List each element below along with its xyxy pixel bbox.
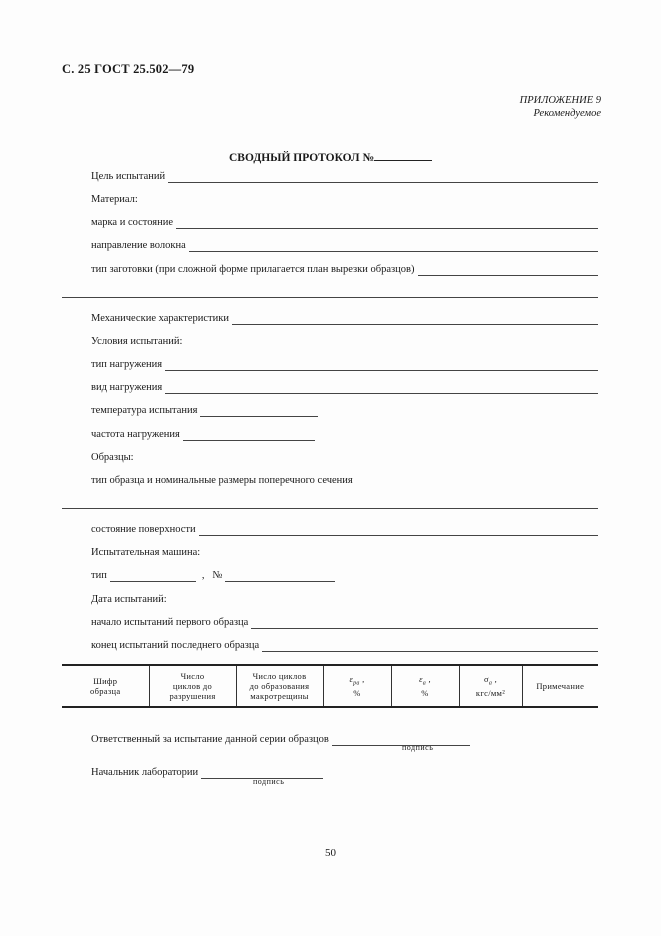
appendix-title: ПРИЛОЖЕНИЕ 9 bbox=[519, 95, 601, 106]
signature-head-caption: подпись bbox=[253, 777, 285, 786]
header-cell-cycles-crack-l2: до образования bbox=[249, 681, 310, 691]
field-specimen-type-label: тип образца и номинальные размеры поперечного сечения bbox=[91, 475, 353, 486]
field-surface-line bbox=[199, 525, 598, 536]
field-end-label: конец испытаний последнего образца bbox=[91, 640, 260, 651]
field-conditions-label: Условия испытаний: bbox=[91, 336, 183, 347]
field-end-line bbox=[262, 641, 598, 652]
epsilon-a-sym: ε bbox=[419, 673, 423, 684]
sigma-a-sym: σ bbox=[483, 673, 489, 684]
epsilon-a-tail: , bbox=[426, 673, 431, 684]
field-machine bbox=[91, 546, 598, 559]
signature-responsible-caption: подпись bbox=[402, 743, 434, 752]
header-cell-epsilon-a bbox=[391, 665, 459, 707]
field-machine-type-label: тип bbox=[91, 570, 107, 581]
header-cell-cycles-failure-l1: Число bbox=[180, 671, 205, 681]
header-cell-cycles-crack-l1: Число циклов bbox=[252, 671, 307, 681]
field-date-label: Дата испытаний: bbox=[91, 594, 167, 605]
field-load-type-label: тип нагружения bbox=[91, 359, 163, 370]
field-load-kind-label: вид нагружения bbox=[91, 382, 163, 393]
signature-head bbox=[91, 766, 323, 779]
field-surface-label: состояние поверхности bbox=[91, 524, 196, 535]
field-frequency-label: частота нагружения bbox=[91, 429, 180, 440]
sigma-a-sub: a bbox=[488, 680, 493, 687]
field-load-kind-line bbox=[165, 383, 598, 394]
field-grade bbox=[91, 216, 598, 229]
results-table bbox=[62, 664, 598, 708]
field-temperature-line bbox=[200, 406, 318, 417]
header-cell-epsilon-a-symbol bbox=[394, 674, 457, 689]
header-cell-cycles-crack-l3: макротрещины bbox=[250, 691, 309, 701]
header-cell-notes-l1: Примечание bbox=[536, 681, 585, 691]
field-goal-label: Цель испытаний bbox=[91, 171, 166, 182]
field-specimen-type bbox=[91, 474, 598, 487]
field-material-label: Материал: bbox=[91, 194, 138, 205]
epsilon-a-sub: a bbox=[422, 680, 427, 687]
field-date bbox=[91, 593, 598, 606]
epsilon-pa-tail: , bbox=[359, 673, 365, 684]
header-cell-sigma-a bbox=[459, 665, 522, 707]
epsilon-pa-sym: ε bbox=[349, 673, 354, 684]
header-cell-cycles-crack bbox=[236, 665, 323, 707]
header-cell-code-l2: образца bbox=[90, 686, 121, 696]
field-mech-line bbox=[232, 314, 598, 325]
field-material bbox=[91, 193, 598, 206]
results-table-header-row bbox=[62, 665, 598, 707]
field-load-kind bbox=[91, 381, 598, 394]
field-blank-type-line bbox=[418, 265, 599, 276]
document-header: С. 25 ГОСТ 25.502—79 bbox=[62, 62, 195, 76]
header-cell-notes bbox=[522, 665, 598, 707]
signature-responsible-line bbox=[332, 735, 470, 746]
specimen-type-line bbox=[62, 508, 598, 509]
field-conditions bbox=[91, 335, 598, 348]
field-frequency-line bbox=[183, 430, 315, 441]
epsilon-a-unit: % bbox=[421, 688, 429, 699]
field-start-line bbox=[251, 618, 598, 629]
field-grade-line bbox=[176, 218, 598, 229]
appendix-label bbox=[520, 94, 601, 120]
sigma-a-unit: кгс/мм² bbox=[475, 688, 506, 699]
field-fiber bbox=[91, 239, 598, 252]
field-fiber-line bbox=[189, 241, 598, 252]
header-cell-cycles-failure bbox=[149, 665, 236, 707]
header-cell-code-l1: Шифр bbox=[93, 676, 118, 686]
field-start bbox=[91, 616, 598, 629]
blank-type-continuation-line bbox=[62, 297, 598, 298]
field-machine-sep: , bbox=[201, 570, 205, 581]
field-mech bbox=[91, 312, 598, 325]
field-machine-no-label: № bbox=[212, 570, 223, 581]
field-machine-no-line bbox=[225, 571, 335, 582]
field-machine-type bbox=[91, 569, 335, 582]
header-cell-sigma-a-symbol bbox=[462, 674, 520, 689]
field-mech-label: Механические характеристики bbox=[91, 313, 229, 324]
signature-responsible-label: Ответственный за испытание данной серии образцов bbox=[91, 734, 329, 745]
field-blank-type bbox=[91, 263, 598, 276]
signature-head-label: Начальник лаборатории bbox=[91, 767, 199, 778]
field-fiber-label: направление волокна bbox=[91, 240, 186, 251]
field-grade-label: марка и состояние bbox=[91, 217, 174, 228]
field-frequency bbox=[91, 428, 315, 441]
field-start-label: начало испытаний первого образца bbox=[91, 617, 249, 628]
header-cell-cycles-failure-l2: циклов до bbox=[172, 681, 213, 691]
field-load-type-line bbox=[165, 360, 598, 371]
field-load-type bbox=[91, 358, 598, 371]
header-cell-epsilon-pa bbox=[323, 665, 391, 707]
field-goal-line bbox=[168, 172, 598, 183]
protocol-title-text: СВОДНЫЙ ПРОТОКОЛ № bbox=[228, 152, 375, 164]
appendix-subtitle: Рекомендуемое bbox=[533, 108, 601, 119]
field-goal bbox=[91, 170, 598, 183]
field-specimens-label: Образцы: bbox=[91, 452, 134, 463]
epsilon-pa-unit: % bbox=[353, 688, 361, 699]
field-temperature bbox=[91, 404, 318, 417]
field-specimens bbox=[91, 451, 598, 464]
protocol-number-blank bbox=[374, 149, 432, 161]
protocol-title bbox=[0, 149, 661, 164]
field-machine-type-line bbox=[110, 571, 196, 582]
field-end bbox=[91, 639, 598, 652]
header-cell-code bbox=[62, 665, 149, 707]
page-number: 50 bbox=[325, 847, 336, 859]
field-temperature-label: температура испытания bbox=[91, 405, 198, 416]
sigma-a-tail: , bbox=[492, 673, 498, 684]
field-machine-label: Испытательная машина: bbox=[91, 547, 201, 558]
epsilon-pa-sub: pa bbox=[353, 680, 360, 687]
field-blank-type-label: тип заготовки (при сложной форме прилагается план вырезки образцов) bbox=[91, 264, 415, 275]
field-surface bbox=[91, 523, 598, 536]
header-cell-epsilon-pa-symbol bbox=[326, 674, 389, 689]
header-cell-cycles-failure-l3: разрушения bbox=[169, 691, 216, 701]
